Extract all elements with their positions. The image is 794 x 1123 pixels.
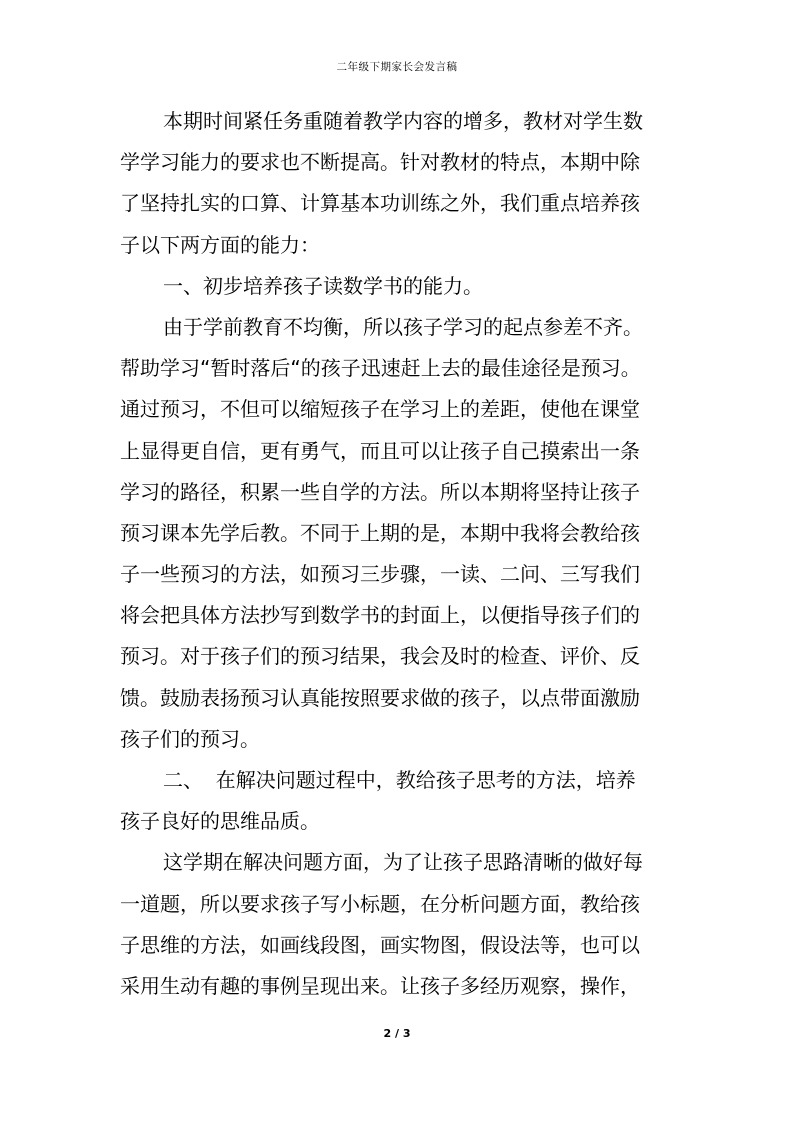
body-line: 本期时间紧任务重随着教学内容的增多，教材对学生数	[163, 109, 643, 133]
body-line: 学习的路径，积累一些自学的方法。所以本期将坚持让孩子	[120, 479, 640, 504]
body-line: 学学习能力的要求也不断提高。针对教材的特点，本期中除	[120, 150, 640, 175]
body-line: 预习课本先学后教。不同于上期的是，本期中我将会教给孩	[120, 520, 640, 545]
body-line: 上显得更自信，更有勇气，而且可以让孩子自己摸索出一条	[120, 438, 640, 463]
running-header: 二年级下期家长会发言稿	[336, 61, 458, 73]
body-line: 帮助学习“暂时落后“的孩子迅速赶上去的最佳途径是预习。	[120, 356, 641, 381]
body-line: 一道题，所以要求孩子写小标题，在分析问题方面，教给孩	[120, 891, 640, 916]
page-number: 2 / 3	[383, 1027, 411, 1040]
document-body	[120, 101, 685, 1007]
section-heading-1: 一、初步培养孩子读数学书的能力。	[163, 273, 483, 298]
body-line: 通过预习，不但可以缩短孩子在学习上的差距，使他在课堂	[120, 397, 640, 422]
body-line: 孩子良好的思维品质。	[120, 809, 320, 834]
body-line: 将会把具体方法抄写到数学书的封面上，以便指导孩子们的	[120, 603, 640, 628]
body-line: 子以下两方面的能力：	[120, 232, 320, 257]
body-line: 了坚持扎实的口算、计算基本功训练之外，我们重点培养孩	[120, 191, 640, 216]
body-line: 馈。鼓励表扬预习认真能按照要求做的孩子，以点带面激励	[120, 685, 640, 710]
section-heading-2: 二、 在解决问题过程中，教给孩子思考的方法，培养	[163, 768, 636, 792]
body-line: 预习。对于孩子们的预习结果，我会及时的检查、评价、反	[120, 644, 640, 669]
body-line: 子思维的方法，如画线段图，画实物图，假设法等，也可以	[120, 932, 640, 957]
body-line: 采用生动有趣的事例呈现出来。让孩子多经历观察，操作，	[120, 973, 640, 998]
body-line: 由于学前教育不均衡，所以孩子学习的起点参差不齐。	[163, 314, 643, 339]
body-line: 子一些预习的方法，如预习三步骤，一读、二问、三写我们	[120, 562, 640, 587]
body-line: 这学期在解决问题方面，为了让孩子思路清晰的做好每	[163, 850, 643, 875]
body-line: 孩子们的预习。	[120, 726, 260, 751]
